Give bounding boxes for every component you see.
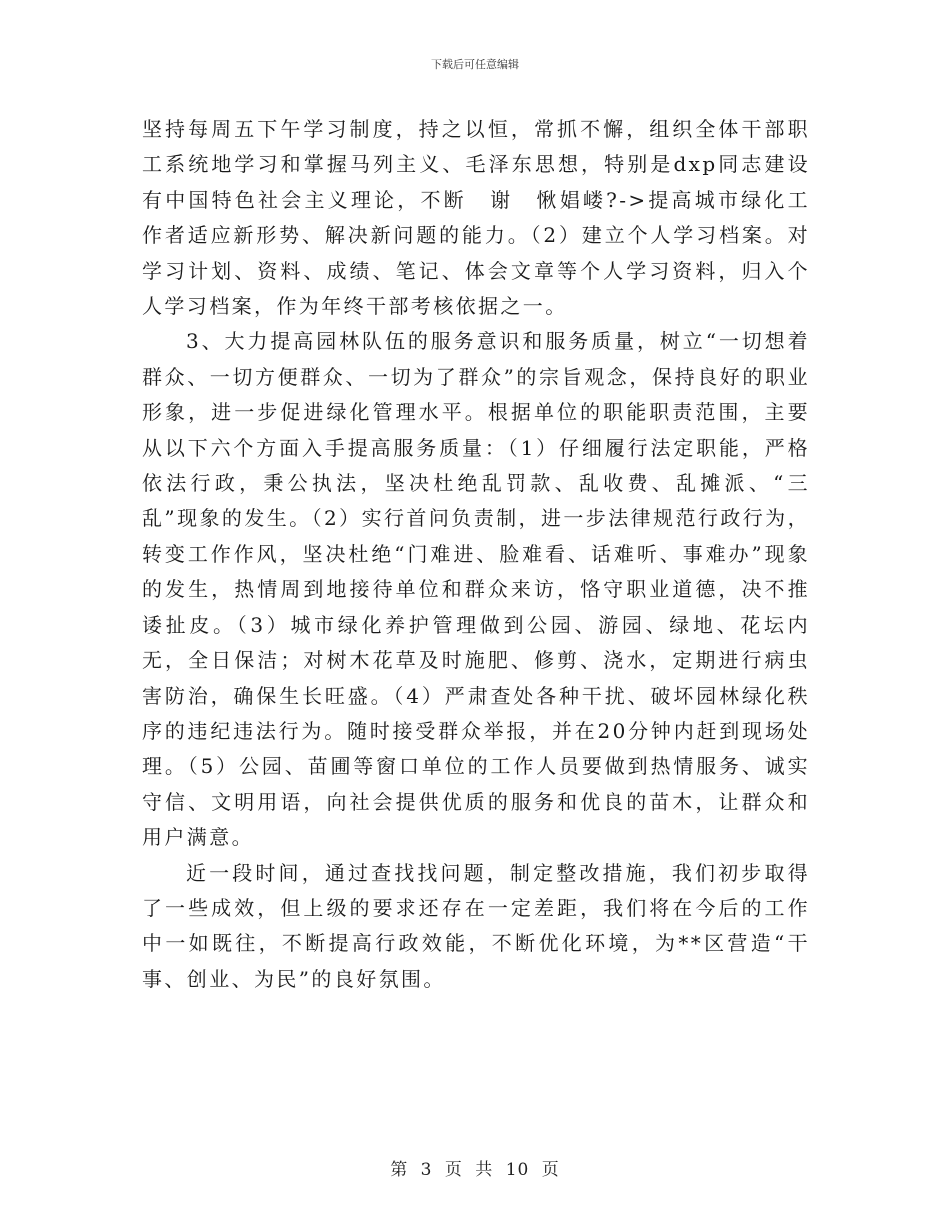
footer-prefix: 第 <box>390 1160 409 1180</box>
footer-current-page: 3 <box>420 1160 433 1180</box>
paragraph-service-quality: 3、大力提高园林队伍的服务意识和服务质量，树立“一切想着群众、一切方便群众、一切为了群众”的宗旨观念，保持良好的职业形象，进一步促进绿化管理水平。根据单位的职能职责范围，主要从以下六个方面入手提高服务质量：（1）仔细履行法定职能，严格依法行政，秉公执法，坚决杜绝乱罚款、乱收费、乱摊派、“三乱”现象的发生。（2）实行首问负责制，进一步法律规范行政行为，转变工作作风，坚决杜绝“门难进、脸难看、话难听、事难办”现象的发生，热情周到地接待单位和群众来访，恪守职业道德，决不推诿扯皮。（3）城市绿化养护管理做到公园、游园、绿地、花坛内无，全日保洁；对树木花草及时施肥、修剪、浇水，定期进行病虫害防治，确保生长旺盛。（4）严肃查处各种干扰、破坏园林绿化秩序的违纪违法行为。随时接受群众举报，并在20分钟内赶到现场处理。（5）公园、苗圃等窗口单位的工作人员要做到热情服务、诚实守信、文明用语，向社会提供优质的服务和优良的苗木，让群众和用户满意。 <box>142 329 810 850</box>
footer-suffix: 页 <box>541 1160 560 1180</box>
page-header-note: 下载后可任意编辑 <box>431 58 519 71</box>
document-body <box>142 112 810 997</box>
page-footer <box>0 1155 950 1180</box>
footer-total-pages: 10 <box>505 1160 530 1180</box>
paragraph-conclusion: 近一段时间，通过查找找问题，制定整改措施，我们初步取得了一些成效，但上级的要求还存在一定差距，我们将在今后的工作中一如既往，不断提高行政效能，不断优化环境，为**区营造“干事、创业、为民”的良好氛围。 <box>142 860 810 991</box>
footer-page-word: 页 <box>444 1160 463 1180</box>
footer-total-word: 共 <box>475 1160 494 1180</box>
paragraph-study-system: 坚持每周五下午学习制度，持之以恒，常抓不懈，组织全体干部职工系统地学习和掌握马列主义、毛泽东思想，特别是dxp同志建设有中国特色社会主义理论，不断 谢 愀娼嵝?->提高城市绿化工作者适应新形势、解决新问题的能力。（2）建立个人学习档案。对学习计划、资料、成绩、笔记、体会文章等个人学习资料，归入个人学习档案，作为年终干部考核依据之一。 <box>142 117 810 319</box>
